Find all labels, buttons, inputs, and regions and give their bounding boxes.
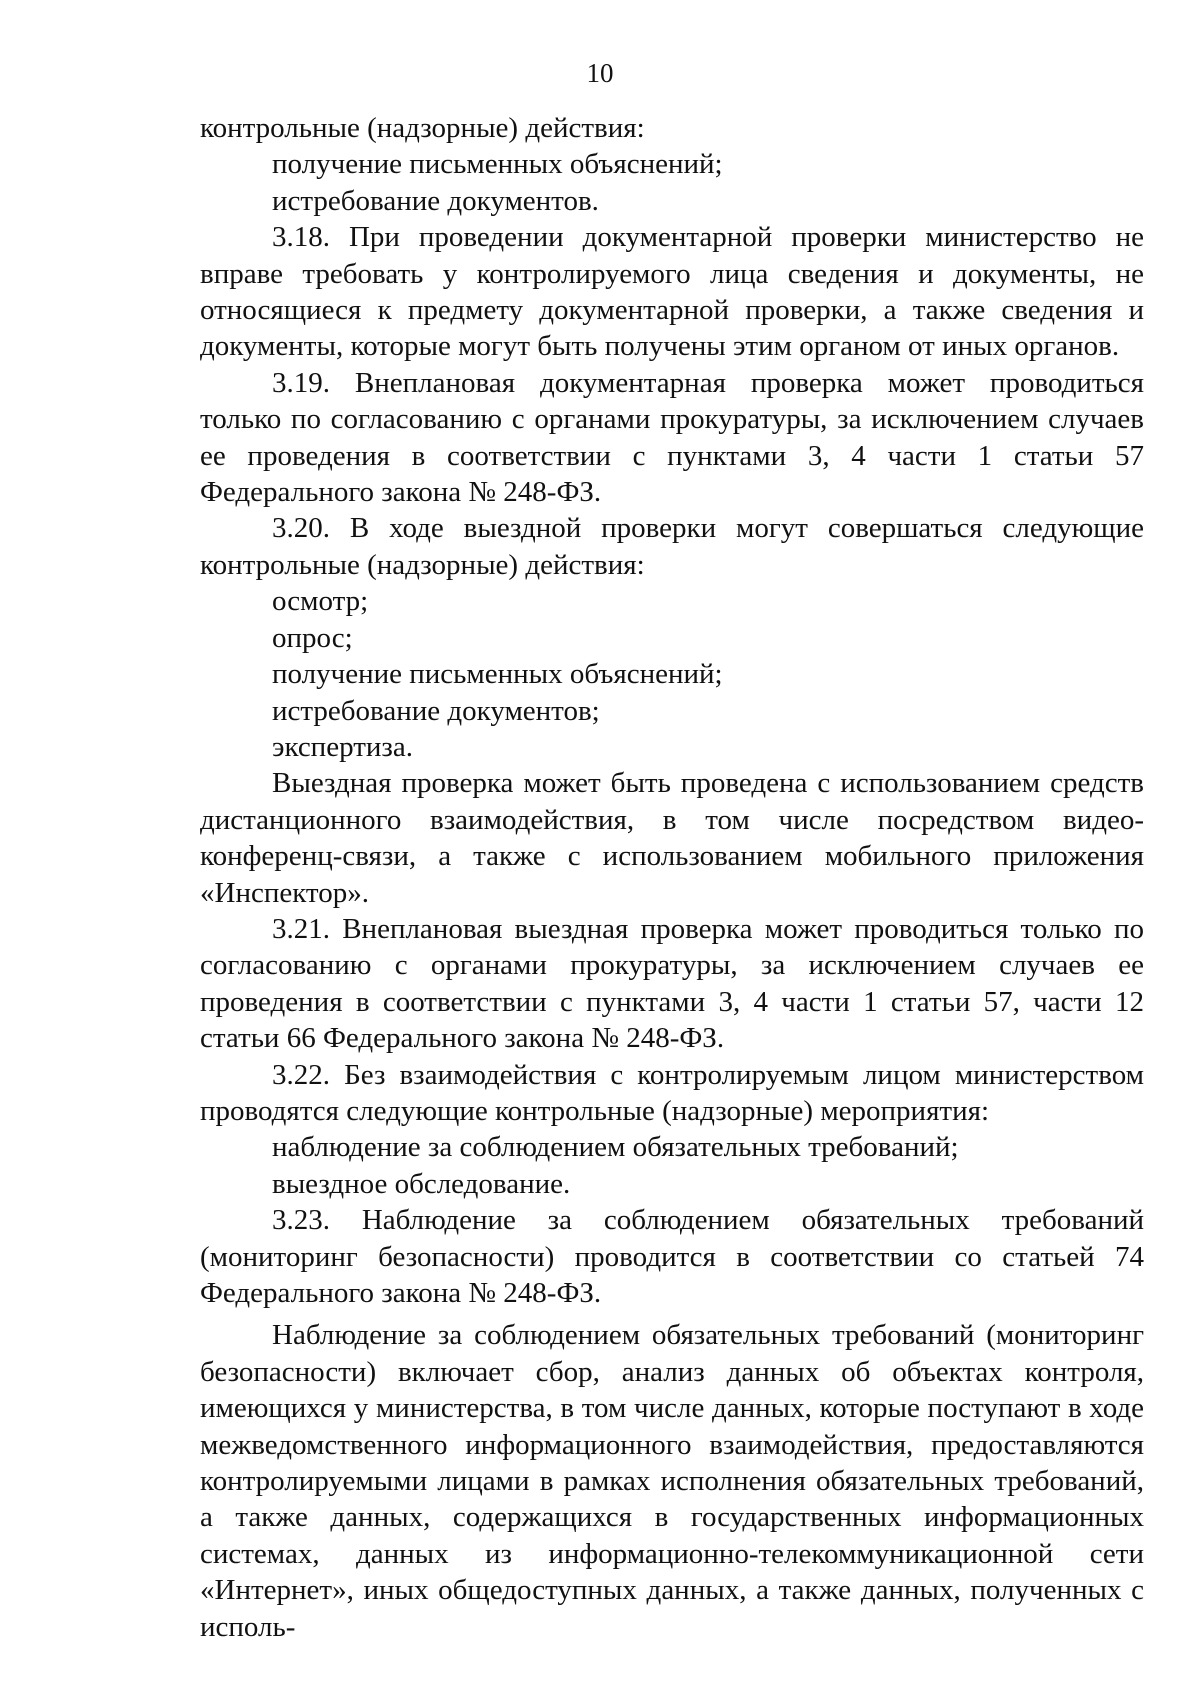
- paragraph: получение письменных объяснений;: [272, 148, 723, 181]
- list-item: экспертиза.: [272, 730, 413, 763]
- page-number: 10: [586, 58, 614, 88]
- paragraph-3-21: 3.21. Внеплановая выездная проверка может проводиться только по согласованию с органами прокуратуры, за исключением случаев ее проведения в соответствии с пунктами 3, 4 части 1 статьи 57, части 12 статьи 66 Федерального закона № 248-ФЗ.: [200, 912, 1144, 1055]
- list-item: осмотр;: [272, 585, 369, 618]
- list-item: опрос;: [272, 621, 353, 654]
- list-item: получение письменных объяснений;: [272, 658, 723, 691]
- paragraph-3-22: 3.22. Без взаимодействия с контролируемым лицом министерством проводятся следующие контрольные (надзорные) мероприятия:: [200, 1058, 1144, 1127]
- paragraph-3-18: 3.18. При проведении документарной проверки министерство не вправе требовать у контролируемого лица сведения и документы, не относящиеся к предмету документарной проверки, а также сведения и документы, которые могут быть получены этим органом от иных органов.: [200, 221, 1144, 363]
- paragraph: контрольные (надзорные) действия:: [200, 112, 645, 144]
- paragraph-3-19: 3.19. Внеплановая документарная проверка может проводиться только по согласованию с органами прокуратуры, за исключением случаев ее проведения в соответствии с пунктами 3, 4 части 1 статьи 57 Федерального закона № 248-ФЗ.: [200, 366, 1144, 509]
- paragraph: истребование документов.: [272, 184, 599, 217]
- list-item: истребование документов;: [272, 694, 600, 727]
- paragraph: Выездная проверка может быть проведена с использованием средств дистанционного взаимодействия, в том числе посредством видео-конференц-связи, а также с использованием мобильного приложения «Инспектор».: [200, 767, 1144, 909]
- paragraph-3-20: 3.20. В ходе выездной проверки могут совершаться следующие контрольные (надзорные) действия:: [200, 512, 1144, 581]
- paragraph: Наблюдение за соблюдением обязательных требований (мониторинг безопасности) включает сбор, анализ данных об объектах контроля, имеющихся у министерства, в том числе данных, которые поступают в ходе межведомственного информационного взаимодействия, предоставляются контролируемыми лицами в рамках исполнения обязательных требований, а также данных, содержащихся в государственных информационных системах, данных из информационно-телекоммуникационной сети «Интернет», иных общедоступных данных, а также данных, полученных с исполь-: [200, 1319, 1144, 1643]
- paragraph-3-23: 3.23. Наблюдение за соблюдением обязательных требований (мониторинг безопасности) проводится в соответствии со статьей 74 Федерального закона № 248-ФЗ.: [200, 1204, 1144, 1309]
- document-body: [200, 110, 1144, 1645]
- list-item: выездное обследование.: [272, 1167, 571, 1200]
- list-item: наблюдение за соблюдением обязательных требований;: [272, 1131, 959, 1164]
